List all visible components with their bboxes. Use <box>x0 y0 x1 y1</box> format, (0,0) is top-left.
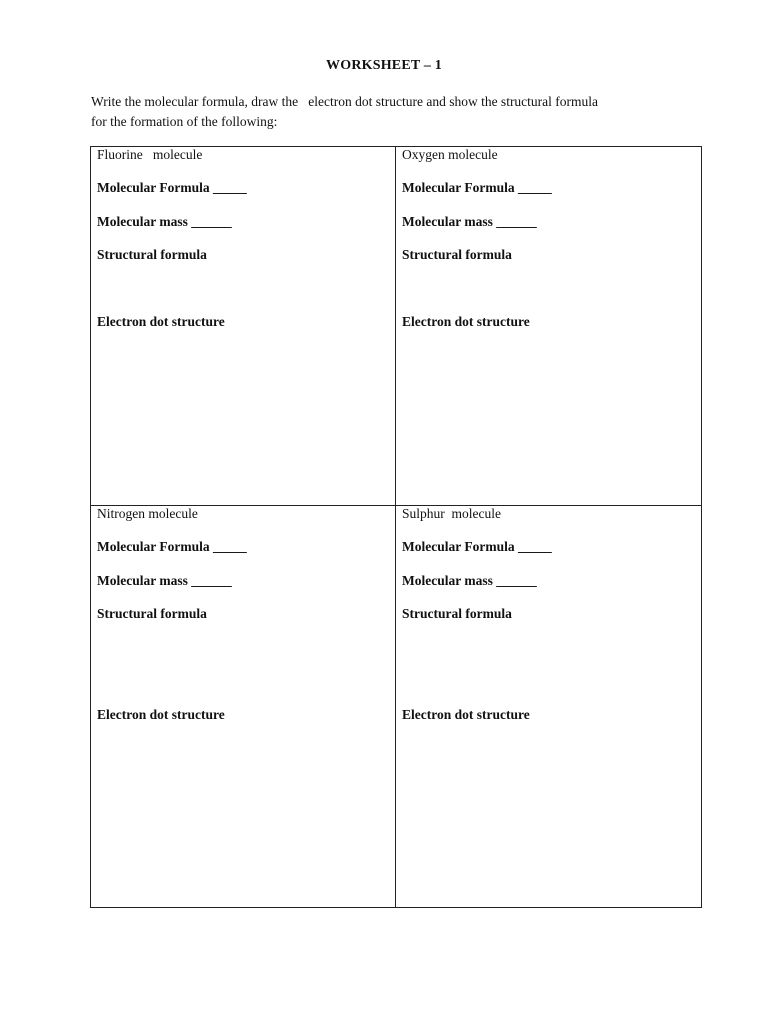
molecular-mass-label: Molecular mass ______ <box>97 573 232 588</box>
electron-dot-label: Electron dot structure <box>402 707 530 722</box>
structural-formula-label: Structural formula <box>402 606 512 621</box>
instructions <box>91 92 701 132</box>
worksheet-title: WORKSHEET – 1 <box>326 58 442 73</box>
cell-nitrogen <box>91 506 396 907</box>
structural-formula-label: Structural formula <box>97 606 207 621</box>
molecular-formula-label: Molecular Formula _____ <box>97 180 247 195</box>
molecular-mass-label: Molecular mass ______ <box>402 573 537 588</box>
structural-formula-label: Structural formula <box>402 247 512 262</box>
molecular-formula-label: Molecular Formula _____ <box>97 539 247 554</box>
molecule-name: Nitrogen molecule <box>97 506 198 521</box>
molecule-name: Oxygen molecule <box>402 147 498 162</box>
worksheet-table <box>90 146 702 908</box>
molecular-formula-label: Molecular Formula _____ <box>402 539 552 554</box>
molecule-name: Sulphur molecule <box>402 506 501 521</box>
molecular-mass-label: Molecular mass ______ <box>97 214 232 229</box>
cell-sulphur <box>396 506 701 907</box>
molecular-formula-label: Molecular Formula _____ <box>402 180 552 195</box>
cell-oxygen <box>396 147 701 506</box>
electron-dot-label: Electron dot structure <box>97 314 225 329</box>
electron-dot-label: Electron dot structure <box>402 314 530 329</box>
structural-formula-label: Structural formula <box>97 247 207 262</box>
instructions-line-2: for the formation of the following: <box>91 114 278 129</box>
molecule-name: Fluorine molecule <box>97 147 203 162</box>
electron-dot-label: Electron dot structure <box>97 707 225 722</box>
cell-fluorine <box>91 147 396 506</box>
molecular-mass-label: Molecular mass ______ <box>402 214 537 229</box>
instructions-line-1: Write the molecular formula, draw the electron dot structure and show the structural formula <box>91 94 599 109</box>
